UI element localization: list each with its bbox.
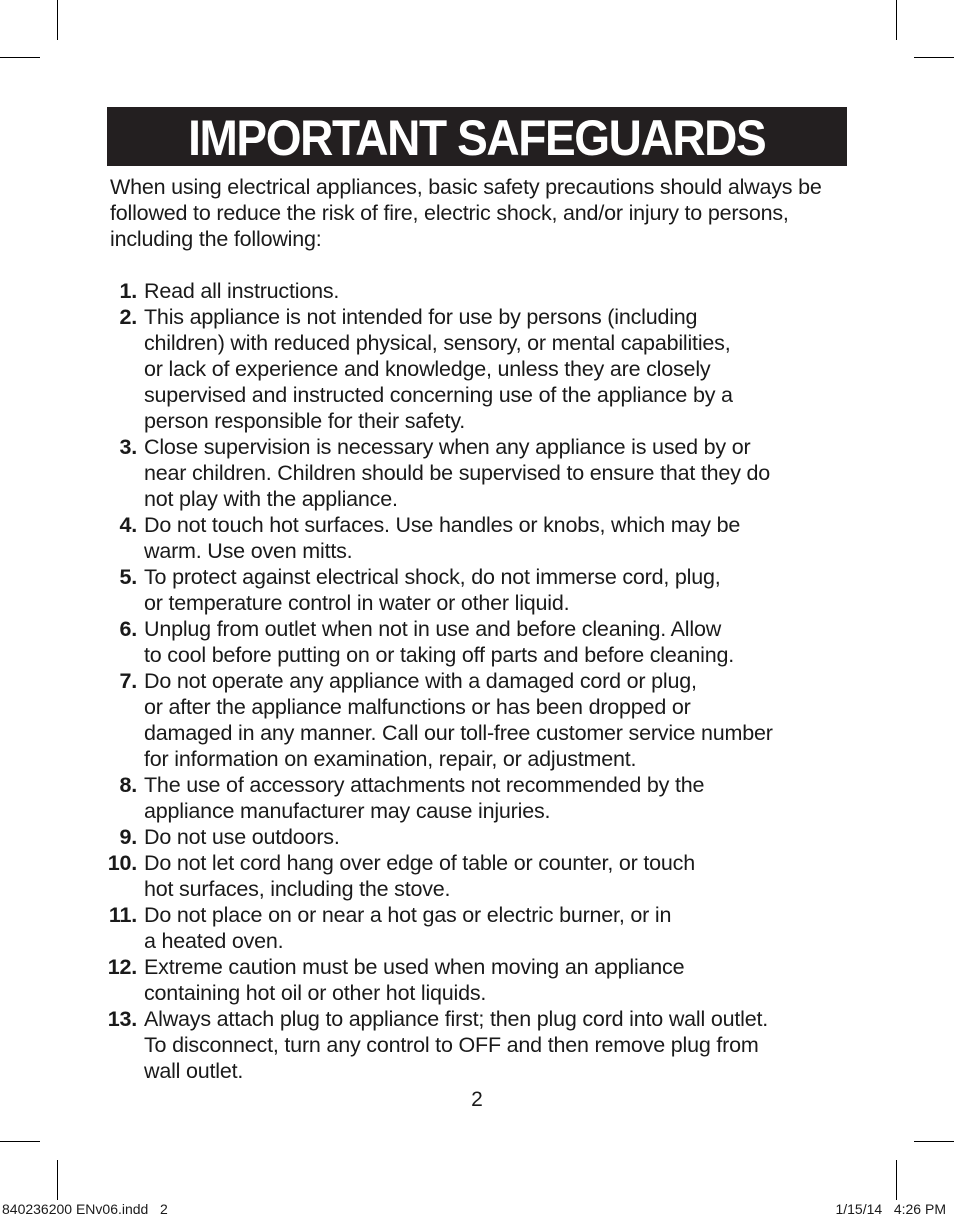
safeguard-number: 9. (119, 825, 137, 849)
safeguard-text: This appliance is not intended for use by persons (including children) with reduced physical, sensory, or mental capabilities, or lack of experience and knowledge, unless they are closely supervised and instructed concerning use of the appliance by a person responsible for their safety. (144, 305, 733, 433)
safeguard-number: 11. (108, 903, 137, 927)
safeguard-item (100, 512, 860, 564)
safeguard-text: Close supervision is necessary when any appliance is used by or near children. Children should be supervised to ensure that they do not play with the appliance. (144, 435, 771, 511)
safeguard-number: 13. (107, 1007, 137, 1031)
crop-mark-top-left-horizontal (0, 57, 40, 58)
safeguard-text: Always attach plug to appliance first; then plug cord into wall outlet. To disconnect, turn any control to OFF and then remove plug from wall outlet. (144, 1007, 768, 1083)
safeguard-number: 5. (119, 565, 137, 589)
safeguard-item (100, 668, 860, 772)
safeguard-list (100, 278, 860, 1084)
crop-mark-top-right-horizontal (914, 57, 954, 58)
safeguard-number: 1. (119, 279, 137, 303)
safeguard-number: 6. (119, 617, 137, 641)
safeguard-item (100, 304, 860, 434)
safeguard-text: Do not touch hot surfaces. Use handles or knobs, which may be warm. Use oven mitts. (144, 513, 741, 563)
safeguard-text: Unplug from outlet when not in use and before cleaning. Allow to cool before putting on or taking off parts and before cleaning. (144, 617, 735, 667)
safeguard-item (100, 850, 860, 902)
crop-mark-top-left-vertical (57, 0, 58, 40)
slug-datetime: 1/15/14 4:26 PM (835, 1201, 946, 1217)
safeguard-number: 2. (119, 305, 137, 329)
safeguard-item (100, 902, 860, 954)
safeguard-number: 10. (107, 851, 137, 875)
safeguard-number: 8. (119, 773, 137, 797)
safeguard-item (100, 278, 860, 304)
safeguard-text: The use of accessory attachments not recommended by the appliance manufacturer may cause injuries. (144, 773, 705, 823)
safeguard-number: 7. (119, 669, 137, 693)
safeguard-item (100, 772, 860, 824)
safeguard-item (100, 824, 860, 850)
intro-paragraph: When using electrical appliances, basic safety precautions should always be followed to reduce the risk of fire, electric shock, and/or injury to persons, including the following: (110, 175, 822, 251)
safeguard-text: Do not operate any appliance with a damaged cord or plug, or after the appliance malfunctions or has been dropped or damaged in any manner. Call our toll-free customer service number for information on examination, repair, or adjustment. (144, 669, 773, 771)
safeguard-text: Extreme caution must be used when moving an appliance containing hot oil or other hot liquids. (144, 955, 685, 1005)
safeguard-number: 4. (119, 513, 137, 537)
safeguard-text: Read all instructions. (144, 279, 340, 303)
crop-mark-bottom-right-horizontal (914, 1141, 954, 1142)
title-banner (107, 107, 847, 166)
page-title: IMPORTANT SAFEGUARDS (188, 109, 766, 166)
safeguard-item (100, 954, 860, 1006)
safeguard-text: Do not let cord hang over edge of table or counter, or touch hot surfaces, including the stove. (144, 851, 695, 901)
safeguard-item (100, 1006, 860, 1084)
slug-file-name: 840236200 ENv06.indd 2 (2, 1201, 168, 1217)
safeguard-number: 12. (107, 955, 137, 979)
safeguard-item (100, 564, 860, 616)
safeguard-item (100, 434, 860, 512)
safeguard-item (100, 616, 860, 668)
crop-mark-top-right-vertical (896, 0, 897, 40)
crop-mark-bottom-right-vertical (896, 1160, 897, 1200)
page-number: 2 (471, 1088, 483, 1111)
crop-mark-bottom-left-horizontal (0, 1141, 40, 1142)
safeguard-text: To protect against electrical shock, do not immerse cord, plug, or temperature control in water or other liquid. (144, 565, 721, 615)
safeguard-text: Do not place on or near a hot gas or electric burner, or in a heated oven. (144, 903, 672, 953)
crop-mark-bottom-left-vertical (57, 1160, 58, 1200)
safeguard-number: 3. (119, 435, 137, 459)
safeguard-text: Do not use outdoors. (144, 825, 340, 849)
